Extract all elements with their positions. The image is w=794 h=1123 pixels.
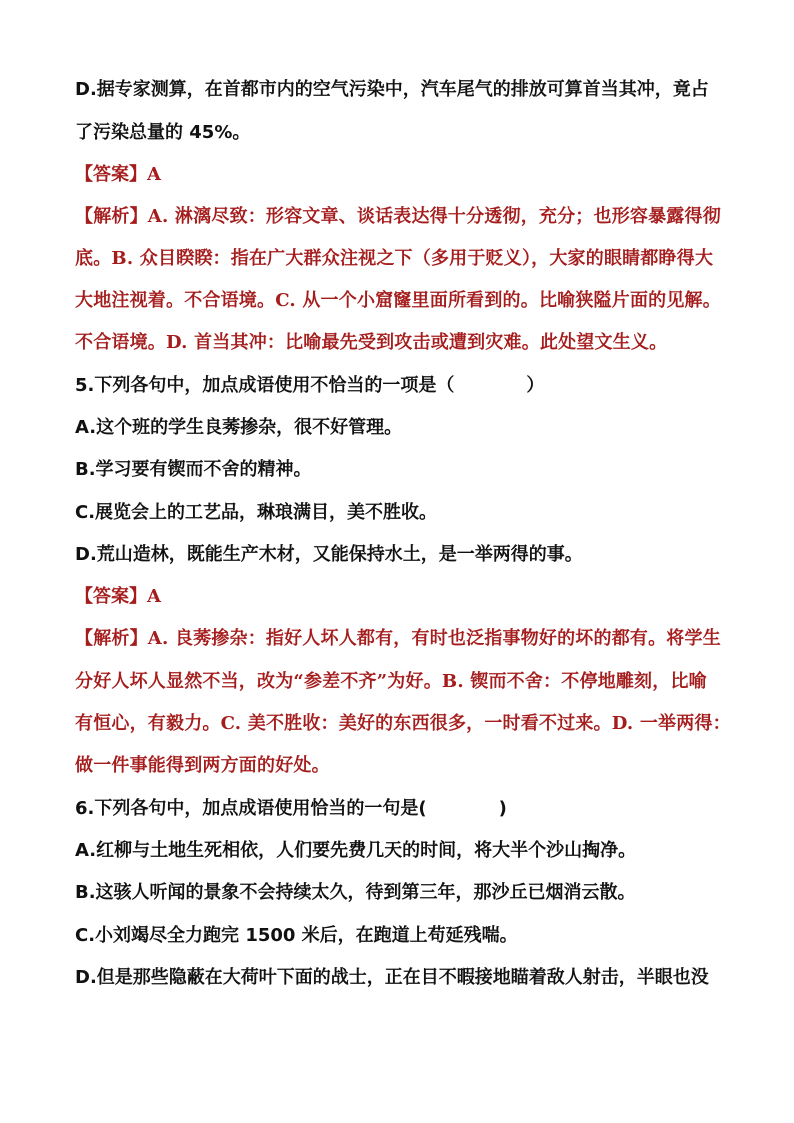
question-5-option-a: A.这个班的学生良莠掺杂，很不好管理。	[75, 417, 403, 438]
analysis-5-line-1: 【解析】A. 良莠掺杂：指好人坏人都有，有时也泛指事物好的坏的都有。将学生	[75, 628, 721, 649]
analysis-4-line-3: 大地注视着。不合语境。C. 从一个小窟窿里面所看到的。比喻狭隘片面的见解。	[75, 290, 721, 311]
question-6-option-b: B.这骇人听闻的景象不会持续太久，待到第三年，那沙丘已烟消云散。	[75, 882, 636, 903]
question-4-option-d-line-2: 了污染总量的 45%。	[75, 122, 251, 143]
answer-4: 【答案】A	[75, 164, 161, 185]
question-6-option-d-line-1: D.但是那些隐蔽在大荷叶下面的战士，正在目不暇接地瞄着敌人射击，半眼也没	[75, 967, 709, 988]
question-5-stem: 5.下列各句中，加点成语使用不恰当的一项是（ ）	[75, 375, 545, 396]
question-4-option-d-line-1: D.据专家测算，在首都市内的空气污染中，汽车尾气的排放可算首当其冲，竟占	[75, 79, 709, 100]
question-5-option-c: C.展览会上的工艺品，琳琅满目，美不胜收。	[75, 502, 438, 523]
analysis-4-line-2: 底。B. 众目睽睽：指在广大群众注视之下（多用于贬义），大家的眼睛都睁得大	[75, 248, 714, 269]
question-6-option-c: C.小刘竭尽全力跑完 1500 米后，在跑道上苟延残喘。	[75, 925, 518, 946]
analysis-5-line-4: 做一件事能得到两方面的好处。	[75, 755, 330, 776]
question-5-option-d: D.荒山造林，既能生产木材，又能保持水土，是一举两得的事。	[75, 544, 583, 565]
analysis-5-line-2: 分好人坏人显然不当，改为“参差不齐”为好。B. 锲而不舍：不停地雕刻，比喻	[75, 671, 707, 692]
answer-5: 【答案】A	[75, 586, 161, 607]
analysis-4-line-4: 不合语境。D. 首当其冲：比喻最先受到攻击或遭到灾难。此处望文生义。	[75, 332, 668, 353]
analysis-5-line-3: 有恒心，有毅力。C. 美不胜收：美好的东西很多，一时看不过来。D. 一举两得：	[75, 713, 731, 734]
analysis-4-line-1: 【解析】A. 淋漓尽致：形容文章、谈话表达得十分透彻，充分；也形容暴露得彻	[75, 206, 721, 227]
question-6-option-a: A.红柳与土地生死相依，人们要先费几天的时间，将大半个沙山掏净。	[75, 840, 637, 861]
question-6-stem: 6.下列各句中，加点成语使用恰当的一句是( )	[75, 798, 507, 819]
question-5-option-b: B.学习要有锲而不舍的精神。	[75, 459, 312, 480]
